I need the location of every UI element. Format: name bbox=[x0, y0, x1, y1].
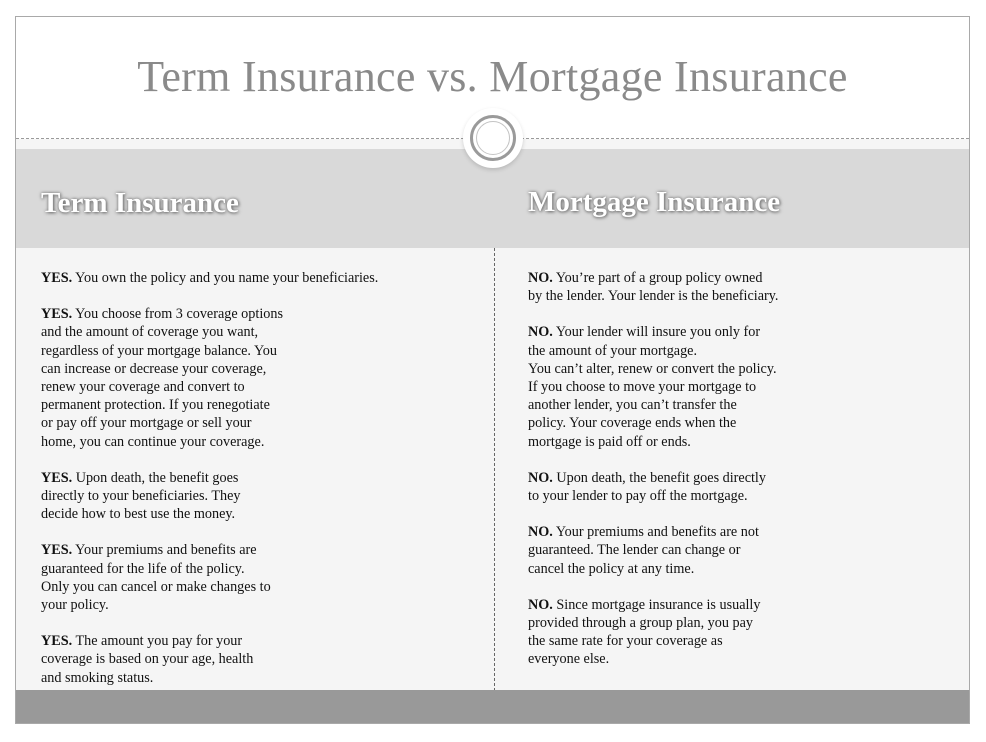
answer-lead: NO. bbox=[528, 524, 553, 541]
answer-lead: YES. bbox=[41, 270, 73, 286]
answer-lead: NO. bbox=[528, 324, 553, 341]
paragraph-line: Only you can cancel or make changes to bbox=[41, 578, 271, 595]
paragraph-line: decide how to best use the money. bbox=[41, 506, 236, 523]
paragraph-line bbox=[528, 323, 778, 341]
ring-icon bbox=[470, 115, 516, 161]
paragraph-line: If you choose to move your mortgage to bbox=[528, 379, 757, 396]
paragraph-line bbox=[528, 469, 778, 487]
term-insurance-column bbox=[41, 269, 378, 705]
column-separator bbox=[494, 248, 495, 691]
line-text: The amount you pay for your bbox=[72, 633, 243, 650]
paragraph-line bbox=[41, 469, 378, 487]
paragraph-line bbox=[528, 269, 778, 287]
paragraph-line bbox=[41, 632, 378, 650]
answer-lead: NO. bbox=[528, 596, 553, 613]
paragraph-line: home, you can continue your coverage. bbox=[41, 433, 265, 450]
line-text: You’re part of a group policy owned bbox=[552, 270, 763, 286]
paragraph-line: policy. Your coverage ends when the bbox=[528, 415, 737, 432]
line-text: Upon death, the benefit goes bbox=[72, 469, 239, 486]
answer-lead: YES. bbox=[41, 306, 73, 323]
answer-lead: NO. bbox=[528, 469, 553, 486]
slide-title: Term Insurance vs. Mortgage Insurance bbox=[137, 52, 848, 101]
paragraph-line: everyone else. bbox=[528, 651, 610, 668]
paragraph-line: guaranteed for the life of the policy. bbox=[41, 560, 245, 577]
paragraph-line: cancel the policy at any time. bbox=[528, 560, 695, 577]
paragraph-line: You can’t alter, renew or convert the policy. bbox=[528, 360, 777, 377]
paragraph-line: your policy. bbox=[41, 597, 109, 614]
paragraph-line: coverage is based on your age, health bbox=[41, 651, 254, 668]
paragraph-line bbox=[41, 269, 378, 287]
right-paragraph bbox=[528, 469, 778, 505]
paragraph-line bbox=[41, 541, 378, 559]
paragraph-line: regardless of your mortgage balance. You bbox=[41, 342, 277, 359]
paragraph-line: by the lender. Your lender is the beneficiary. bbox=[528, 288, 779, 305]
left-paragraph bbox=[41, 541, 378, 614]
paragraph-line: permanent protection. If you renegotiate bbox=[41, 397, 270, 414]
right-paragraph bbox=[528, 596, 778, 669]
left-paragraph bbox=[41, 469, 378, 524]
term-insurance-heading: Term Insurance bbox=[41, 187, 239, 219]
left-paragraph bbox=[41, 632, 378, 687]
paragraph-line: or pay off your mortgage or sell your bbox=[41, 415, 252, 432]
right-paragraph bbox=[528, 323, 778, 450]
line-text: Upon death, the benefit goes directly bbox=[552, 469, 766, 486]
paragraph-line: and smoking status. bbox=[41, 669, 154, 686]
paragraph-line: guaranteed. The lender can change or bbox=[528, 542, 741, 559]
paragraph-line: provided through a group plan, you pay bbox=[528, 615, 753, 632]
line-text: Your lender will insure you only for bbox=[552, 324, 761, 341]
paragraph-line: mortgage is paid off or ends. bbox=[528, 433, 691, 450]
line-text: You choose from 3 coverage options bbox=[72, 306, 283, 323]
answer-lead: YES. bbox=[41, 633, 73, 650]
paragraph-line: to your lender to pay off the mortgage. bbox=[528, 488, 748, 505]
line-text: Your premiums and benefits are bbox=[72, 542, 257, 559]
circle-emblem-icon bbox=[463, 108, 523, 168]
slide bbox=[15, 16, 970, 724]
answer-lead: YES. bbox=[41, 469, 73, 486]
paragraph-line bbox=[528, 523, 778, 541]
right-paragraph bbox=[528, 523, 778, 578]
paragraph-line: directly to your beneficiaries. They bbox=[41, 488, 241, 505]
paragraph-line: renew your coverage and convert to bbox=[41, 379, 245, 396]
mortgage-insurance-column bbox=[528, 269, 778, 687]
answer-lead: YES. bbox=[41, 542, 73, 559]
footer-band bbox=[16, 690, 969, 723]
line-text: Since mortgage insurance is usually bbox=[552, 596, 761, 613]
answer-lead: NO. bbox=[528, 270, 553, 286]
line-text: You own the policy and you name your beneficiaries. bbox=[72, 270, 379, 286]
paragraph-line: can increase or decrease your coverage, bbox=[41, 360, 267, 377]
paragraph-line bbox=[41, 305, 378, 323]
paragraph-line: the amount of your mortgage. bbox=[528, 342, 698, 359]
left-paragraph bbox=[41, 305, 378, 451]
mortgage-insurance-heading: Mortgage Insurance bbox=[528, 186, 781, 218]
line-text: Your premiums and benefits are not bbox=[552, 524, 759, 541]
paragraph-line bbox=[528, 596, 778, 614]
paragraph-line: another lender, you can’t transfer the bbox=[528, 397, 737, 414]
paragraph-line: and the amount of coverage you want, bbox=[41, 324, 259, 341]
paragraph-line: the same rate for your coverage as bbox=[528, 633, 723, 650]
right-paragraph bbox=[528, 269, 778, 305]
left-paragraph bbox=[41, 269, 378, 287]
